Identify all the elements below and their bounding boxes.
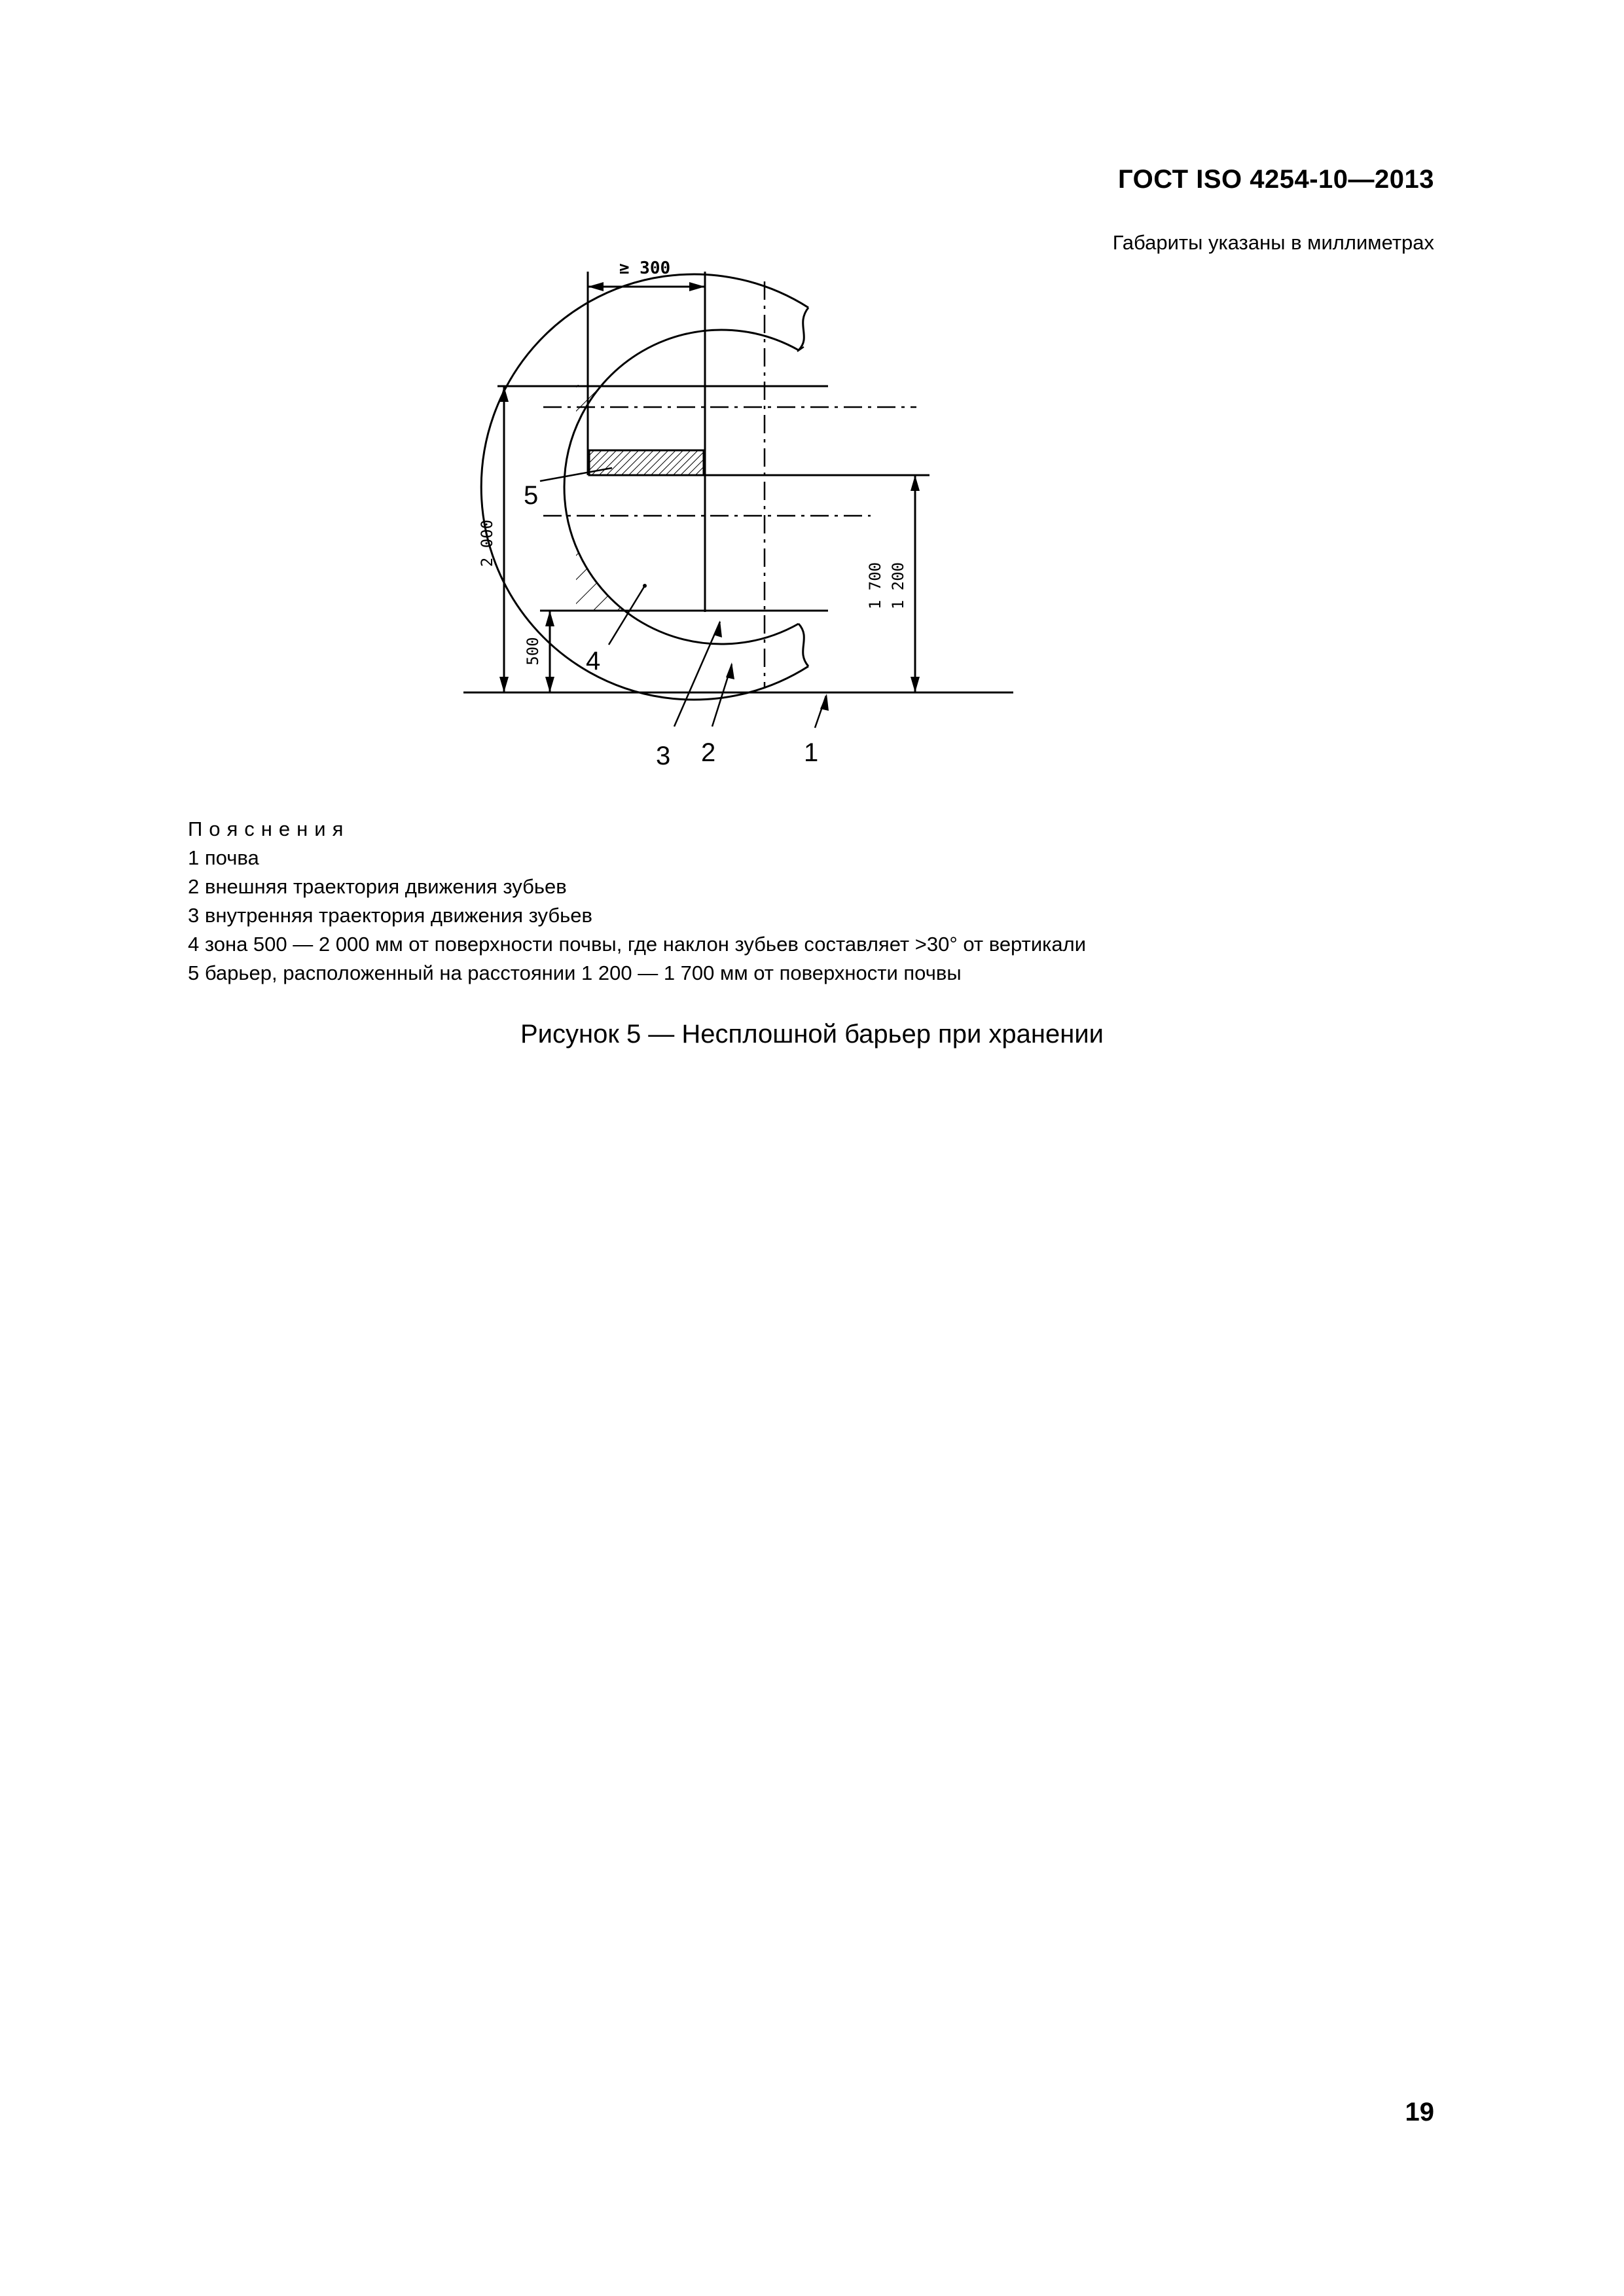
legend-item-2: 2 внешняя траектория движения зубьев: [188, 875, 567, 898]
figure-barrier-diagram: [0, 0, 1624, 818]
dim-300-arrow-left: [588, 282, 604, 291]
leader-1-arrow: [820, 694, 829, 711]
callout-5: 5: [524, 481, 539, 510]
dim-300-arrow-right: [689, 282, 705, 291]
dim-2000-label: 2 000: [478, 519, 496, 567]
units-note: Габариты указаны в миллиметрах: [1112, 231, 1434, 254]
dim-500-arrow-top: [545, 611, 554, 626]
dim-1700-label: 1 700: [866, 562, 884, 610]
leader-2-arrow: [726, 662, 734, 679]
dim-1700-arrow-bottom: [911, 677, 920, 692]
dim-1200-label: 1 200: [889, 562, 907, 610]
legend-item-5: 5 барьер, расположенный на расстоянии 1 200 — 1 700 мм от поверхности почвы: [188, 961, 962, 984]
leader-3: [674, 622, 720, 726]
break-top: [799, 308, 808, 350]
legend-heading: Пояснения: [188, 817, 350, 840]
dim-500-label: 500: [524, 637, 542, 666]
leader-4-dot: [643, 584, 647, 588]
legend-item-4: 4 зона 500 — 2 000 мм от поверхности почвы, где наклон зубьев составляет >30° от вертикали: [188, 933, 1087, 956]
callout-4: 4: [586, 647, 601, 675]
dim-500-arrow-bottom: [545, 677, 554, 692]
legend-item-1: 1 почва: [188, 846, 259, 869]
legend-item-3: 3 внутренняя траектория движения зубьев: [188, 904, 592, 927]
break-bottom: [799, 624, 808, 666]
barrier-5: [589, 450, 704, 475]
dim-2000-arrow-top: [499, 386, 509, 402]
callout-1: 1: [804, 738, 819, 767]
page-number: 19: [1405, 2098, 1434, 2126]
callout-2: 2: [701, 738, 716, 767]
dim-2000-arrow-bottom: [499, 677, 509, 692]
callout-3: 3: [656, 742, 671, 770]
leader-3-arrow: [713, 620, 722, 637]
standard-number: ГОСТ ISO 4254-10—2013: [1118, 165, 1434, 194]
dim-300-label: ≥ 300: [619, 259, 671, 278]
dim-1700-arrow-top: [911, 475, 920, 491]
figure-caption: Рисунок 5 — Несплошной барьер при хранении: [520, 1020, 1104, 1049]
legend: [188, 815, 1086, 988]
leader-4: [609, 586, 645, 645]
